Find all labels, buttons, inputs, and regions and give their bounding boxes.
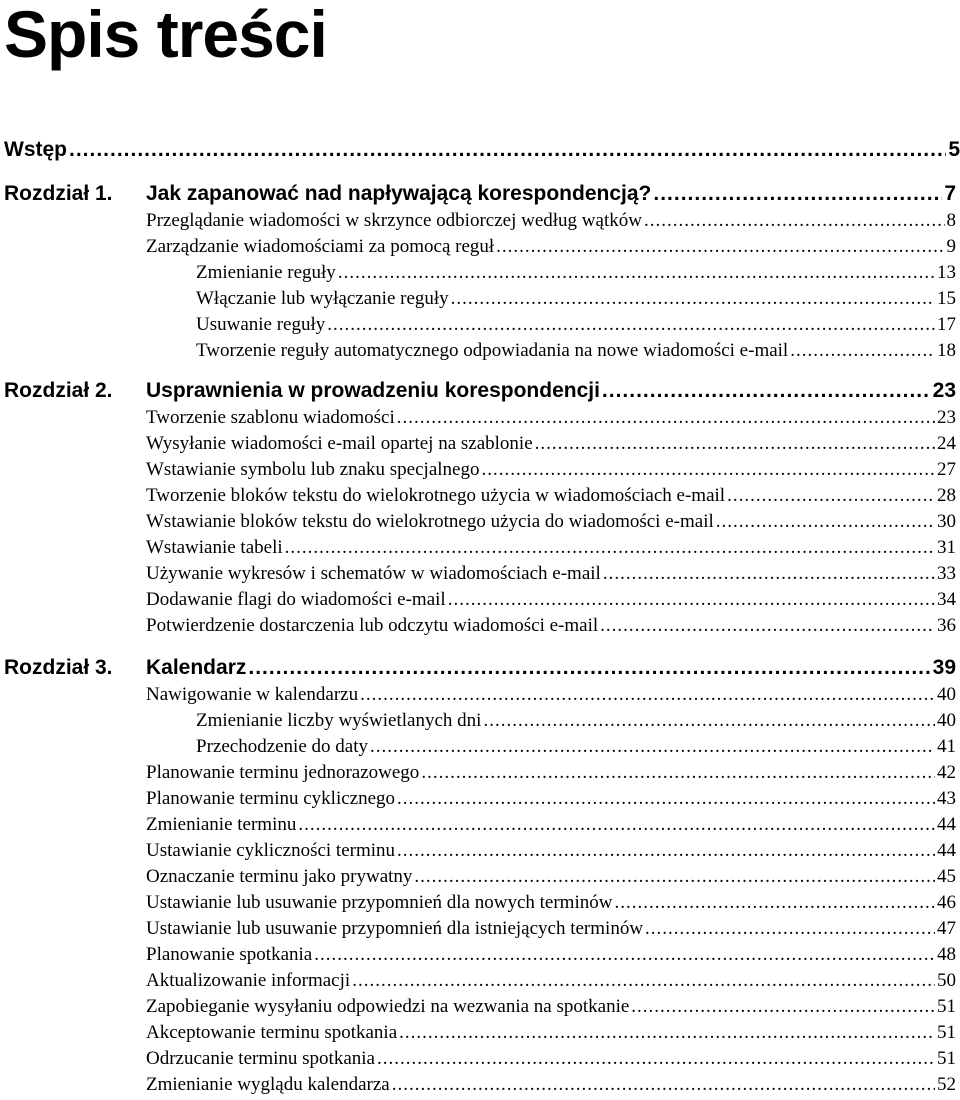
dot-leader	[69, 136, 946, 164]
dot-leader	[414, 864, 935, 890]
toc-intro-page: 5	[948, 138, 960, 161]
toc-entry-row[interactable]	[146, 535, 956, 561]
entry-page-number: 8	[946, 210, 956, 231]
entry-title: Zapobieganie wysyłaniu odpowiedzi na wezwania na spotkanie	[146, 996, 630, 1017]
entry-page-number: 42	[937, 762, 956, 783]
entry-page-number: 31	[937, 537, 956, 558]
dot-leader	[399, 1020, 935, 1046]
toc-entry-row[interactable]	[146, 942, 956, 968]
dot-leader	[397, 786, 935, 812]
chapter-title: Jak zapanować nad napływającą korespondencją?	[146, 182, 652, 205]
entry-title: Planowanie terminu cyklicznego	[146, 788, 396, 809]
entry-page-number: 40	[937, 684, 956, 705]
toc-entry-row[interactable]	[146, 561, 956, 587]
entry-title: Ustawianie lub usuwanie przypomnień dla nowych terminów	[146, 892, 613, 913]
entry-page-number: 43	[937, 788, 956, 809]
toc-entry-row[interactable]	[146, 916, 956, 942]
toc-intro-label: Wstęp	[4, 138, 67, 161]
dot-leader	[600, 613, 935, 639]
dot-leader	[653, 180, 942, 208]
chapter-label: Rozdział 3.	[4, 656, 113, 679]
entry-title: Ustawianie cykliczności terminu	[146, 840, 396, 861]
entry-title: Planowanie terminu jednorazowego	[146, 762, 420, 783]
toc-entry-row[interactable]	[146, 682, 956, 708]
entry-page-number: 50	[937, 970, 956, 991]
dot-leader	[631, 994, 935, 1020]
entry-page-number: 24	[937, 433, 956, 454]
entry-page-number: 28	[937, 485, 956, 506]
entry-title: Używanie wykresów i schematów w wiadomościach e-mail	[146, 563, 601, 584]
dot-leader	[248, 654, 930, 682]
toc-entry-row[interactable]	[146, 483, 956, 509]
entry-page-number: 51	[937, 996, 956, 1017]
entry-title: Zarządzanie wiadomościami za pomocą reguł	[146, 236, 495, 257]
entry-title: Tworzenie szablonu wiadomości	[146, 407, 395, 428]
entry-title: Odrzucanie terminu spotkania	[146, 1048, 375, 1069]
toc-entry-row[interactable]	[146, 968, 956, 994]
toc-chapter-row[interactable]	[146, 654, 956, 682]
dot-leader	[535, 431, 935, 457]
toc-entry-row[interactable]	[146, 208, 956, 234]
dot-leader	[421, 760, 935, 786]
toc-entry-row[interactable]	[146, 234, 956, 260]
entry-title: Nawigowanie w kalendarzu	[146, 684, 359, 705]
entry-page-number: 44	[937, 840, 956, 861]
entry-page-number: 47	[937, 918, 956, 939]
toc-entry-row[interactable]	[146, 890, 956, 916]
dot-leader	[314, 942, 935, 968]
entry-page-number: 18	[937, 340, 956, 361]
entry-page-number: 48	[937, 944, 956, 965]
dot-leader	[392, 1072, 935, 1098]
toc-chapter-row[interactable]	[146, 180, 956, 208]
chapter-label: Rozdział 1.	[4, 182, 113, 205]
entry-title: Tworzenie reguły automatycznego odpowiadania na nowe wiadomości e-mail	[196, 340, 789, 361]
entry-page-number: 33	[937, 563, 956, 584]
entry-title: Tworzenie bloków tekstu do wielokrotnego użycia w wiadomościach e-mail	[146, 485, 726, 506]
toc-entry-row[interactable]	[146, 431, 956, 457]
entry-title: Zmienianie liczby wyświetlanych dni	[196, 710, 482, 731]
entry-page-number: 51	[937, 1022, 956, 1043]
dot-leader	[483, 708, 935, 734]
dot-leader	[790, 338, 935, 364]
dot-leader	[603, 561, 935, 587]
toc-entry-row[interactable]	[146, 864, 956, 890]
dot-leader	[370, 734, 935, 760]
chapter-page-number: 39	[932, 656, 956, 679]
entry-title: Akceptowanie terminu spotkania	[146, 1022, 398, 1043]
entry-title: Dodawanie flagi do wiadomości e-mail	[146, 589, 446, 610]
entry-page-number: 46	[937, 892, 956, 913]
chapter-page-number: 23	[932, 379, 956, 402]
entry-page-number: 44	[937, 814, 956, 835]
entry-page-number: 34	[937, 589, 956, 610]
chapter-page-number: 7	[944, 182, 956, 205]
dot-leader	[644, 208, 945, 234]
entry-page-number: 45	[937, 866, 956, 887]
entry-title: Oznaczanie terminu jako prywatny	[146, 866, 413, 887]
toc-entry-row[interactable]	[196, 260, 956, 286]
toc-entry-row[interactable]	[146, 786, 956, 812]
entry-title: Wstawianie tabeli	[146, 537, 283, 558]
toc-entry-row[interactable]	[146, 1020, 956, 1046]
entry-page-number: 23	[937, 407, 956, 428]
entry-title: Zmienianie wyglądu kalendarza	[146, 1074, 390, 1095]
dot-leader	[298, 812, 935, 838]
entry-title: Planowanie spotkania	[146, 944, 313, 965]
dot-leader	[645, 916, 935, 942]
entry-title: Potwierdzenie dostarczenia lub odczytu wiadomości e-mail	[146, 615, 599, 636]
entry-page-number: 40	[937, 710, 956, 731]
entry-page-number: 41	[937, 736, 956, 757]
toc-entry-row[interactable]	[146, 405, 956, 431]
entry-title: Włączanie lub wyłączanie reguły	[196, 288, 449, 309]
entry-page-number: 30	[937, 511, 956, 532]
chapter-title: Kalendarz	[146, 656, 247, 679]
entry-title: Usuwanie reguły	[196, 314, 326, 335]
toc-entry-row[interactable]	[196, 312, 956, 338]
entry-title: Wstawianie symbolu lub znaku specjalnego	[146, 459, 480, 480]
dot-leader	[360, 682, 935, 708]
dot-leader	[716, 509, 935, 535]
dot-leader	[377, 1046, 935, 1072]
dot-leader	[481, 457, 935, 483]
dot-leader	[448, 587, 935, 613]
toc-entry-row[interactable]	[196, 734, 956, 760]
toc-entry-row[interactable]	[196, 286, 956, 312]
chapter-title: Usprawnienia w prowadzeniu korespondencji	[146, 379, 600, 402]
entry-page-number: 27	[937, 459, 956, 480]
toc-entry-row[interactable]	[146, 994, 956, 1020]
chapter-label: Rozdział 2.	[4, 379, 113, 402]
dot-leader	[602, 377, 931, 405]
entry-title: Przeglądanie wiadomości w skrzynce odbiorczej według wątków	[146, 210, 642, 231]
entry-title: Przechodzenie do daty	[196, 736, 368, 757]
toc-entry-row[interactable]	[146, 812, 956, 838]
dot-leader	[397, 405, 935, 431]
entry-page-number: 51	[937, 1048, 956, 1069]
entry-page-number: 15	[937, 288, 956, 309]
toc-entry-row[interactable]	[146, 760, 956, 786]
dot-leader	[352, 968, 935, 994]
dot-leader	[397, 838, 935, 864]
toc-chapter-row[interactable]	[146, 377, 956, 405]
entry-title: Wysyłanie wiadomości e-mail opartej na szablonie	[146, 433, 533, 454]
toc-entry-row[interactable]	[196, 708, 956, 734]
entry-page-number: 9	[946, 236, 956, 257]
toc-entry-row[interactable]	[146, 838, 956, 864]
dot-leader	[327, 312, 935, 338]
entry-page-number: 13	[937, 262, 956, 283]
toc-entry-row[interactable]	[146, 509, 956, 535]
toc-entry-row[interactable]	[196, 338, 956, 364]
entry-title: Zmienianie terminu	[146, 814, 297, 835]
toc-entry-row[interactable]	[146, 1072, 956, 1098]
dot-leader	[614, 890, 935, 916]
entry-page-number: 17	[937, 314, 956, 335]
entry-page-number: 36	[937, 615, 956, 636]
entry-title: Wstawianie bloków tekstu do wielokrotnego użycia do wiadomości e-mail	[146, 511, 714, 532]
toc-entry-row[interactable]	[146, 1046, 956, 1072]
dot-leader	[338, 260, 935, 286]
dot-leader	[496, 234, 944, 260]
entry-title: Zmienianie reguły	[196, 262, 336, 283]
dot-leader	[285, 535, 935, 561]
toc-entry-row[interactable]	[146, 613, 956, 639]
entry-page-number: 52	[937, 1074, 956, 1095]
toc-intro-row[interactable]	[0, 136, 960, 164]
entry-title: Ustawianie lub usuwanie przypomnień dla istniejących terminów	[146, 918, 644, 939]
entry-title: Aktualizowanie informacji	[146, 970, 351, 991]
toc-entry-row[interactable]	[146, 457, 956, 483]
dot-leader	[727, 483, 935, 509]
toc-entry-row[interactable]	[146, 587, 956, 613]
dot-leader	[451, 286, 935, 312]
page-title: Spis treści	[4, 0, 327, 71]
